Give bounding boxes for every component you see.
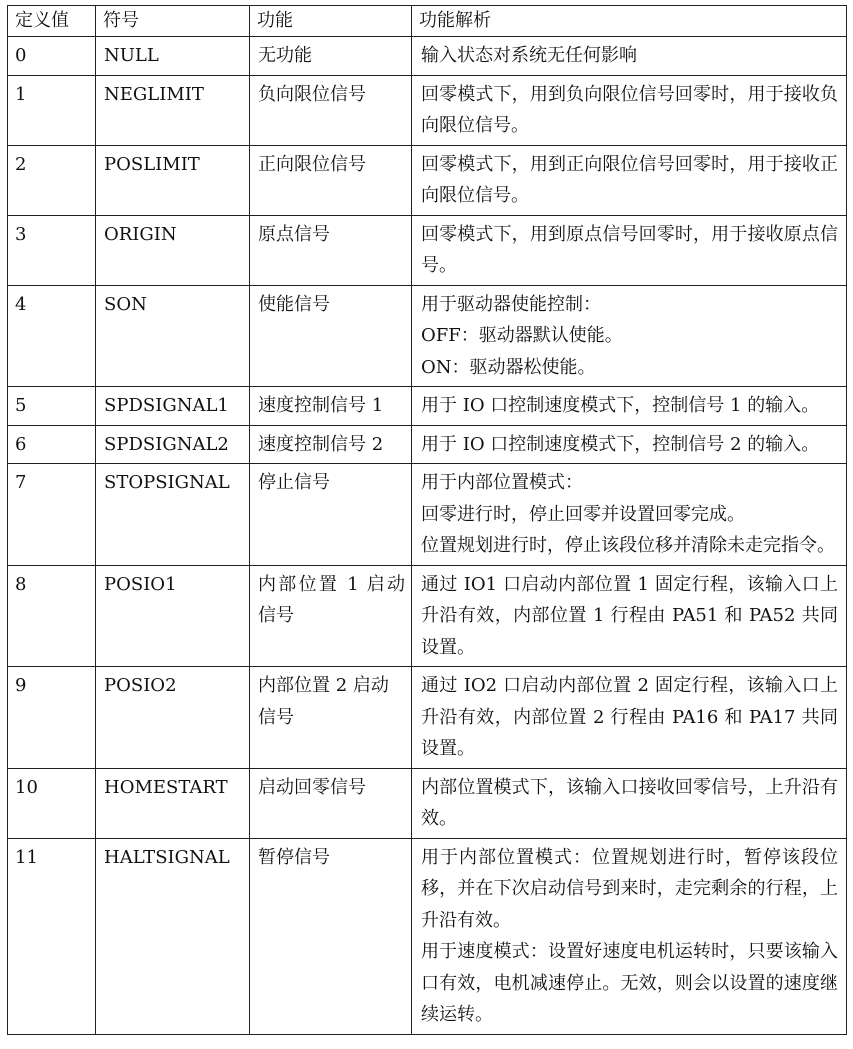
cell-function: 内部位置 2 启动信号 [250, 667, 412, 769]
description-line: 用于 IO 口控制速度模式下，控制信号 1 的输入。 [421, 395, 820, 416]
cell-description [412, 838, 847, 1034]
cell-value: 5 [8, 387, 96, 426]
cell-value: 9 [8, 667, 96, 769]
header-function: 功能 [250, 6, 412, 37]
cell-function: 使能信号 [250, 285, 412, 387]
cell-value: 7 [8, 464, 96, 566]
description-line: 用于速度模式：设置好速度电机运转时，只要该输入口有效，电机减速停止。无效，则会以设置的速度继续运转。 [421, 941, 838, 1025]
cell-description [412, 387, 847, 426]
table-row [8, 37, 847, 76]
header-row [8, 6, 847, 37]
cell-symbol: POSIO1 [96, 565, 250, 667]
cell-value: 10 [8, 768, 96, 838]
cell-function: 正向限位信号 [250, 145, 412, 215]
table-row [8, 768, 847, 838]
header-value: 定义值 [8, 6, 96, 37]
cell-description [412, 37, 847, 76]
description-line: 通过 IO1 口启动内部位置 1 固定行程，该输入口上升沿有效，内部位置 1 行程由 PA51 和 PA52 共同设置。 [421, 573, 838, 658]
table-body [8, 37, 847, 1035]
table-row [8, 425, 847, 464]
table-row [8, 145, 847, 215]
cell-function: 负向限位信号 [250, 75, 412, 145]
cell-value: 0 [8, 37, 96, 76]
description-line: 回零模式下，用到正向限位信号回零时，用于接收正向限位信号。 [421, 153, 838, 206]
cell-function: 内部位置 1 启动信号 [250, 565, 412, 667]
cell-symbol: SPDSIGNAL1 [96, 387, 250, 426]
description-line: 回零模式下，用到原点信号回零时，用于接收原点信号。 [421, 223, 838, 276]
cell-function: 启动回零信号 [250, 768, 412, 838]
cell-value: 2 [8, 145, 96, 215]
description-line: ON：驱动器松使能。 [421, 356, 596, 378]
cell-function: 无功能 [250, 37, 412, 76]
cell-value: 6 [8, 425, 96, 464]
cell-function: 暂停信号 [250, 838, 412, 1034]
cell-function: 停止信号 [250, 464, 412, 566]
cell-description [412, 285, 847, 387]
cell-description [412, 464, 847, 566]
cell-value: 11 [8, 838, 96, 1034]
cell-function: 原点信号 [250, 215, 412, 285]
cell-value: 3 [8, 215, 96, 285]
cell-function: 速度控制信号 2 [250, 425, 412, 464]
description-line: 输入状态对系统无任何影响 [421, 45, 637, 66]
cell-symbol: HOMESTART [96, 768, 250, 838]
header-description: 功能解析 [412, 6, 847, 37]
cell-symbol: NULL [96, 37, 250, 76]
table-row [8, 565, 847, 667]
cell-description [412, 768, 847, 838]
table-row [8, 387, 847, 426]
cell-symbol: HALTSIGNAL [96, 838, 250, 1034]
description-line: 用于内部位置模式： [421, 472, 583, 493]
cell-symbol: ORIGIN [96, 215, 250, 285]
cell-symbol: POSIO2 [96, 667, 250, 769]
description-line: 内部位置模式下，该输入口接收回零信号，上升沿有效。 [421, 776, 838, 829]
cell-value: 1 [8, 75, 96, 145]
cell-description [412, 215, 847, 285]
table-row [8, 75, 847, 145]
signal-definition-table [7, 5, 847, 1035]
cell-symbol: SON [96, 285, 250, 387]
cell-symbol: NEGLIMIT [96, 75, 250, 145]
cell-description [412, 565, 847, 667]
table-header [8, 6, 847, 37]
description-line: 回零进行时，停止回零并设置回零完成。 [421, 503, 745, 525]
cell-function: 速度控制信号 1 [250, 387, 412, 426]
cell-value: 4 [8, 285, 96, 387]
description-line: 通过 IO2 口启动内部位置 2 固定行程，该输入口上升沿有效，内部位置 2 行程由 PA16 和 PA17 共同设置。 [421, 675, 838, 759]
cell-description [412, 145, 847, 215]
table-row [8, 838, 847, 1034]
cell-value: 8 [8, 565, 96, 667]
cell-description [412, 425, 847, 464]
table-row [8, 285, 847, 387]
cell-description [412, 75, 847, 145]
description-line: 用于 IO 口控制速度模式下，控制信号 2 的输入。 [421, 433, 820, 455]
cell-symbol: POSLIMIT [96, 145, 250, 215]
cell-description [412, 667, 847, 769]
table-row [8, 215, 847, 285]
description-line: 用于驱动器使能控制： [421, 293, 601, 315]
description-line: 位置规划进行时，停止该段位移并清除未走完指令。 [421, 535, 835, 556]
cell-symbol: STOPSIGNAL [96, 464, 250, 566]
table-row [8, 464, 847, 566]
cell-symbol: SPDSIGNAL2 [96, 425, 250, 464]
header-symbol: 符号 [96, 6, 250, 37]
description-line: OFF：驱动器默认使能。 [421, 325, 623, 346]
description-line: 回零模式下，用到负向限位信号回零时，用于接收负向限位信号。 [421, 83, 838, 136]
description-line: 用于内部位置模式：位置规划进行时，暂停该段位移，并在下次启动信号到来时，走完剩余的行程，上升沿有效。 [421, 846, 838, 931]
table-row [8, 667, 847, 769]
